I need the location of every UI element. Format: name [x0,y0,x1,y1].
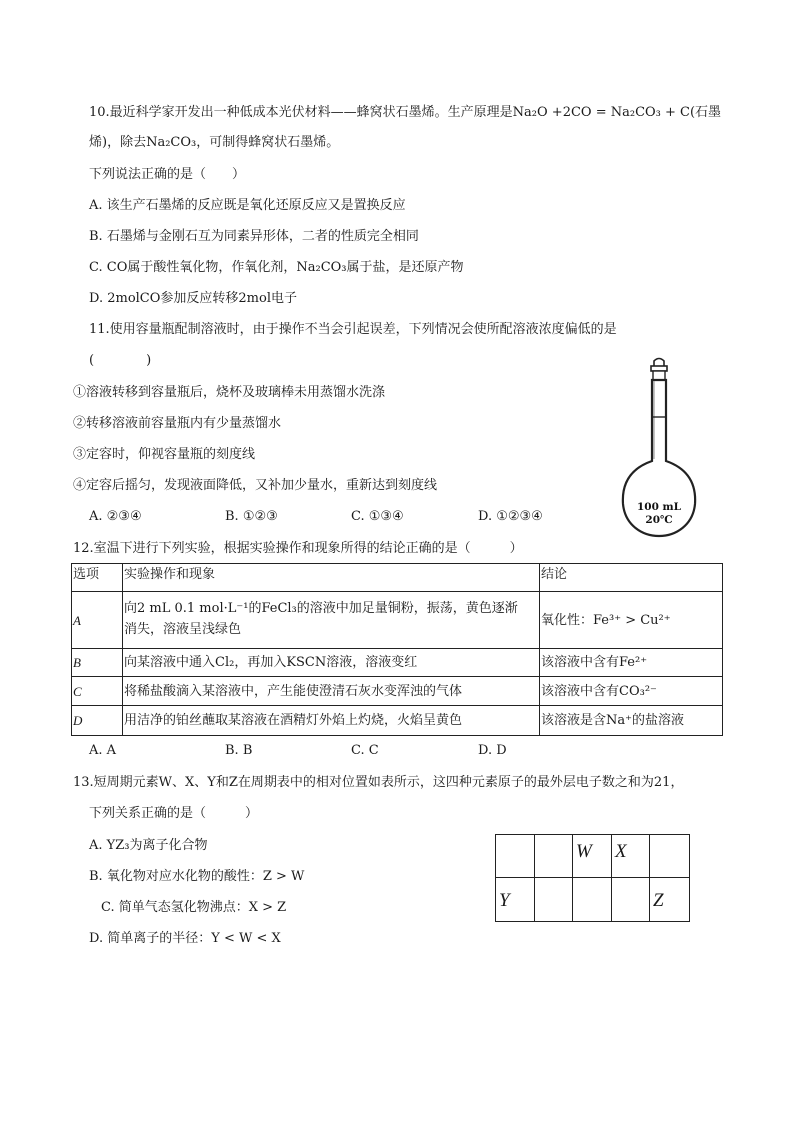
table-row-d-operation: 用洁净的铂丝蘸取某溶液在酒精灯外焰上灼烧，火焰呈黄色 [123,706,540,735]
q10-option-a: A. 该生产石墨烯的反应既是氧化还原反应又是置换反应 [89,198,406,213]
q11-item-1: ①溶液转移到容量瓶后，烧杯及玻璃棒未用蒸馏水洗涤 [73,385,386,400]
table-row-d-conclusion: 该溶液是含Na⁺的盐溶液 [541,713,684,728]
q12-stem: 12.室温下进行下列实验，根据实验操作和现象所得的结论正确的是（ ） [73,541,523,556]
q12-option-d: D. D [478,743,507,758]
grid-cell-empty [535,835,573,878]
grid-cell-empty [573,878,612,921]
periodic-table-fragment [495,834,690,922]
q12-option-b: B. B [225,743,253,758]
q10-option-b: B. 石墨烯与金刚石互为同素异形体，二者的性质完全相同 [89,229,419,244]
grid-cell-empty [650,835,689,878]
table-row-b-conclusion: 该溶液中含有Fe²⁺ [540,649,722,677]
grid-cell-empty [535,878,573,921]
q13-stem-line2: 下列关系正确的是（ ） [89,806,259,821]
q10-prompt: 下列说法正确的是（ ） [89,167,246,182]
table-row-d-option: D [72,706,123,735]
q11-item-2: ②转移溶液前容量瓶内有少量蒸馏水 [73,416,282,431]
table-row-b-option: B [72,649,123,677]
table-row-c-operation: 将稀盐酸滴入某溶液中，产生能使澄清石灰水变浑浊的气体 [123,677,540,706]
table-header-option: 选项 [72,564,123,592]
q13-option-b: B. 氧化物对应水化物的酸性：Z > W [89,869,305,884]
q13-stem-line1: 13.短周期元素W、X、Y和Z在周期表中的相对位置如表所示，这四种元素原子的最外层电子数之和为21， [73,775,684,790]
grid-cell-empty [496,835,535,878]
grid-cell-y: Y [496,878,535,921]
q10-option-c: C. CO属于酸性氧化物，作氧化剂，Na₂CO₃属于盐，是还原产物 [89,260,464,275]
flask-temperature-label: 20℃ [645,514,673,526]
q11-stem: 11.使用容量瓶配制溶液时，由于操作不当会引起误差，下列情况会使所配溶液浓度偏低的是 [89,322,617,337]
q13-option-c: C. 简单气态氢化物沸点：X > Z [101,900,287,915]
table-row-a-operation-line1: 向2 mL 0.1 mol·L⁻¹的FeCl₃的溶液中加足量铜粉，振荡，黄色逐渐 [124,601,518,616]
q13-option-d: D. 简单离子的半径：Y < W < X [89,931,281,946]
q10-stem-line2: 烯)，除去Na₂CO₃，可制得蜂窝状石墨烯。 [89,135,340,150]
q12-option-a: A. A [89,743,117,758]
q12-table [71,563,723,736]
grid-cell-z: Z [653,890,664,911]
q11-option-c: C. ①③④ [351,509,404,524]
q10-stem-line1: 10.最近科学家开发出一种低成本光伏材料——蜂窝状石墨烯。生产原理是Na₂O +2CO = Na₂CO₃ + C(石墨 [89,105,722,120]
q10-option-d: D. 2molCO参加反应转移2mol电子 [89,291,297,306]
grid-cell-x: X [612,835,650,878]
q11-option-d: D. ①②③④ [478,509,543,524]
table-row-c-conclusion: 该溶液中含有CO₃²⁻ [540,677,722,706]
q12-option-c: C. C [351,743,379,758]
q11-item-3: ③定容时，仰视容量瓶的刻度线 [73,447,256,462]
q11-answer-paren: ( ) [89,353,152,368]
table-row-a-option: A [72,592,123,649]
grid-cell-w: W [573,835,612,878]
grid-cell-empty [612,878,650,921]
table-row-c-option: C [72,677,123,706]
table-header-operation: 实验操作和现象 [123,564,540,592]
volumetric-flask-illustration [618,357,700,540]
q13-option-a: A. YZ₃为离子化合物 [89,838,208,853]
q11-option-a: A. ②③④ [89,509,142,524]
table-row-a-conclusion: 氧化性：Fe³⁺ > Cu²⁺ [540,592,722,649]
table-row-b-operation: 向某溶液中通入Cl₂，再加入KSCN溶液，溶液变红 [123,649,540,677]
table-header-conclusion: 结论 [540,564,722,592]
q11-item-4: ④定容后摇匀，发现液面降低，又补加少量水，重新达到刻度线 [73,478,438,493]
q11-option-b: B. ①②③ [225,509,278,524]
table-row-a-operation [123,592,540,649]
flask-volume-label: 100 mL [636,501,682,513]
table-row-a-operation-line2: 消失，溶液呈浅绿色 [124,622,242,637]
